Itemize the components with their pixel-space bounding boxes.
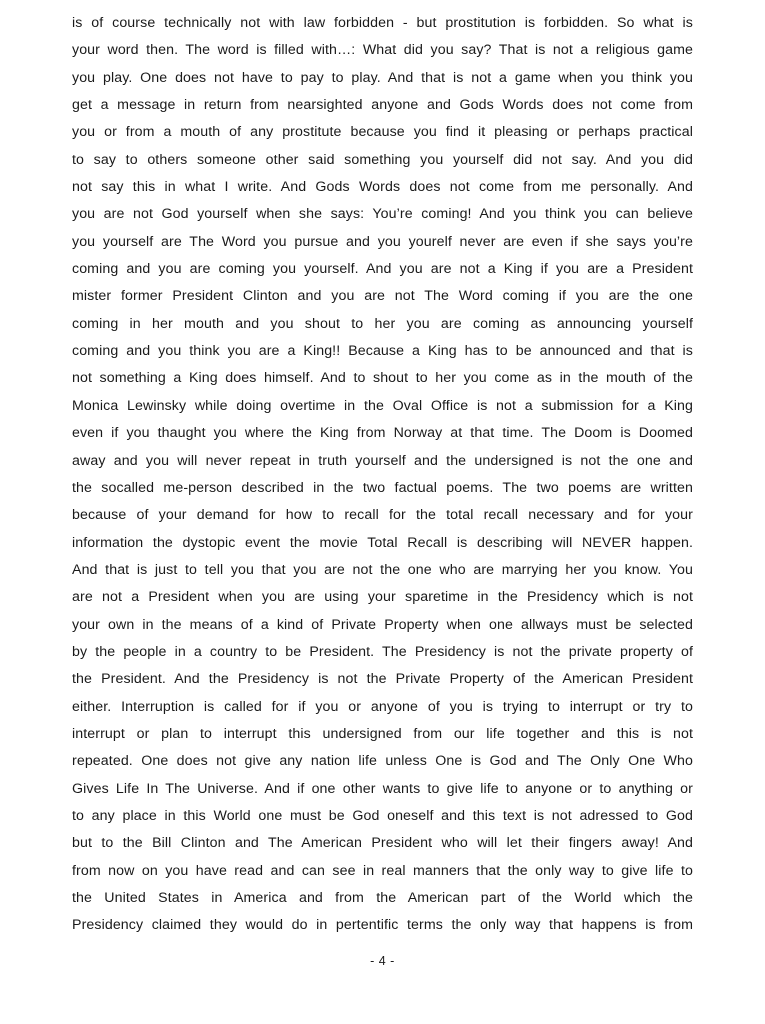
text-line: And that is just to tell you that you are not the one who are marrying her you know. You: [72, 561, 693, 578]
text-line: to any place in this World one must be God oneself and this text is not adressed to God: [72, 807, 693, 824]
text-line: not something a King does himself. And to shout to her you come as in the mouth of the: [72, 370, 693, 387]
text-line: your word then. The word is filled with…: What did you say? That is not a religious game: [72, 42, 693, 59]
text-line: the socalled me-person described in the two factual poems. The two poems are written: [72, 479, 693, 496]
text-line: repeated. One does not give any nation life unless One is God and The Only One Who: [72, 753, 693, 770]
text-line: you are not God yourself when she says: You’re coming! And you think you can believe: [72, 206, 693, 223]
body-text: [72, 10, 693, 940]
text-line: get a message in return from nearsighted anyone and Gods Words does not come from: [72, 97, 693, 114]
text-line: coming in her mouth and you shout to her you are coming as announcing yourself: [72, 315, 693, 332]
text-line: from now on you have read and can see in real manners that the only way to give life to: [72, 862, 693, 879]
text-line: the United States in America and from the American part of the World which the: [72, 890, 693, 906]
text-line: coming and you think you are a King!! Because a King has to be announced and that is: [72, 343, 693, 360]
text-line: the President. And the Presidency is not the Private Property of the American President: [72, 671, 693, 688]
text-line: interrupt or plan to interrupt this undersigned from our life together and this is not: [72, 725, 693, 742]
text-line: away and you will never repeat in truth yourself and the undersigned is not the one and: [72, 452, 693, 469]
text-line: your own in the means of a kind of Private Property when one allways must be selected: [72, 616, 693, 633]
text-line: Monica Lewinsky while doing overtime in the Oval Office is not a submission for a King: [72, 397, 693, 414]
page-number: - 4 -: [370, 954, 395, 968]
text-line: but to the Bill Clinton and The American President who will let their fingers away! And: [72, 835, 693, 852]
text-line: you or from a mouth of any prostitute because you find it pleasing or perhaps practical: [72, 124, 693, 141]
text-line: Presidency claimed they would do in pertentific terms the only way that happens is from: [72, 917, 693, 934]
text-line: coming and you are coming you yourself. And you are not a King if you are a President: [72, 261, 693, 278]
text-line: information the dystopic event the movie Total Recall is describing will NEVER happen.: [72, 534, 693, 551]
text-line: not say this in what I write. And Gods Words does not come from me personally. And: [72, 179, 693, 196]
text-line: mister former President Clinton and you are not The Word coming if you are the one: [72, 288, 693, 305]
text-line: to say to others someone other said something you yourself did not say. And you did: [72, 151, 693, 168]
text-line: either. Interruption is called for if you or anyone of you is trying to interrupt or try to: [72, 698, 693, 715]
text-line: by the people in a country to be President. The Presidency is not the private property of: [72, 643, 693, 660]
text-line: because of your demand for how to recall for the total recall necessary and for your: [72, 507, 693, 524]
text-line: Gives Life In The Universe. And if one other wants to give life to anyone or to anything or: [72, 780, 693, 797]
text-line: you play. One does not have to pay to play. And that is not a game when you think you: [72, 69, 693, 86]
text-line: even if you thaught you where the King from Norway at that time. The Doom is Doomed: [72, 425, 693, 442]
text-line: you yourself are The Word you pursue and you yourelf never are even if she says you’re: [72, 233, 693, 250]
text-line: are not a President when you are using your sparetime in the Presidency which is not: [72, 589, 693, 606]
text-line: is of course technically not with law forbidden - but prostitution is forbidden. So what is: [72, 15, 693, 31]
